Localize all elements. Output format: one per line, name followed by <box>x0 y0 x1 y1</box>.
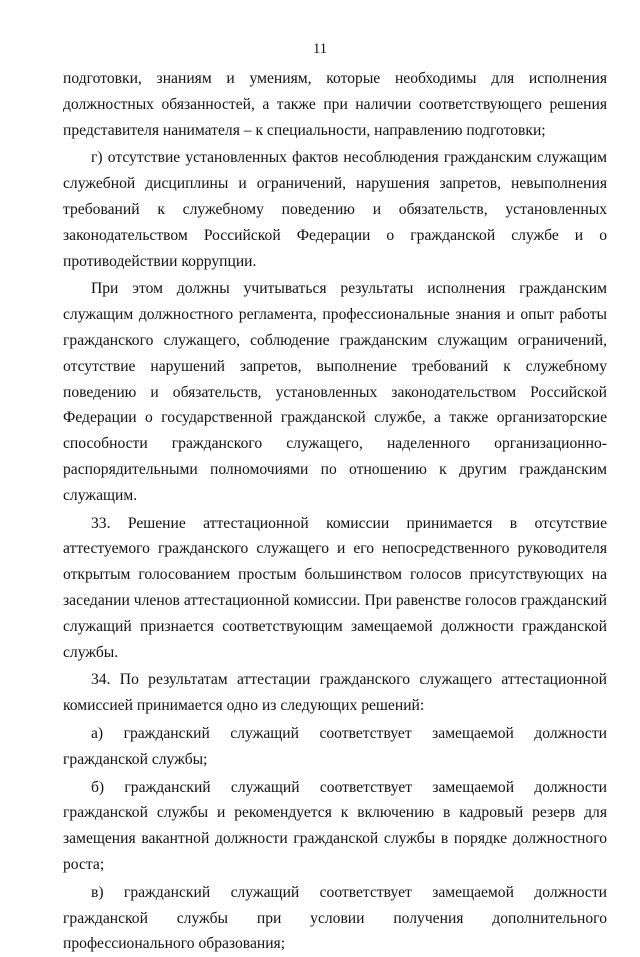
page-number: 11 <box>313 41 327 57</box>
paragraph-33: 33. Решение аттестационной комиссии принимается в отсутствие аттестуемого гражданского служащего и его непосредственного руководителя открытым голосованием простым большинством голосов присутствующих на заседании членов аттестационной комиссии. При равенстве голосов гражданский служащий признается соответствующим замещаемой должности гражданской службы. <box>63 514 607 661</box>
paragraph-34: 34. По результатам аттестации гражданского служащего аттестационной комиссией принимается одно из следующих решений: <box>63 671 607 715</box>
paragraph-item-g: г) отсутствие установленных фактов несоблюдения гражданским служащим служебной дисциплины и ограничений, нарушения запретов, невыполнения требований к служебному поведению и обязательств, установленных законодательством Российской Федерации о гражданской службе и о противодействии коррупции. <box>63 149 607 270</box>
paragraph-continuation: подготовки, знаниям и умениям, которые необходимы для исполнения должностных обязанностей, а также при наличии соответствующего решения представителя нанимателя – к специальности, направлению подготовки; <box>63 70 607 139</box>
paragraph-item-b: б) гражданский служащий соответствует замещаемой должности гражданской службы и рекомендуется к включению в кадровый резерв для замещения вакантной должности гражданской службы в порядке должностного роста; <box>63 778 607 873</box>
paragraph-evaluation-criteria: При этом должны учитываться результаты исполнения гражданским служащим должностного регламента, профессиональные знания и опыт работы гражданского служащего, соблюдение гражданским служащим ограничений, отсутствие нарушений запретов, выполнение требований к служебному поведению и обязательств, установленных законодательством Российской Федерации о государственной гражданской службе, а также организаторские способности гражданского служащего, наделенного организационно-распорядительными полномочиями по отношению к другим гражданским служащим. <box>63 280 607 504</box>
paragraph-item-a: а) гражданский служащий соответствует замещаемой должности гражданской службы; <box>63 724 607 768</box>
paragraph-item-v: в) гражданский служащий соответствует замещаемой должности гражданской службы при условии получения дополнительного профессионального образования; <box>63 883 607 953</box>
document-body <box>63 66 607 957</box>
